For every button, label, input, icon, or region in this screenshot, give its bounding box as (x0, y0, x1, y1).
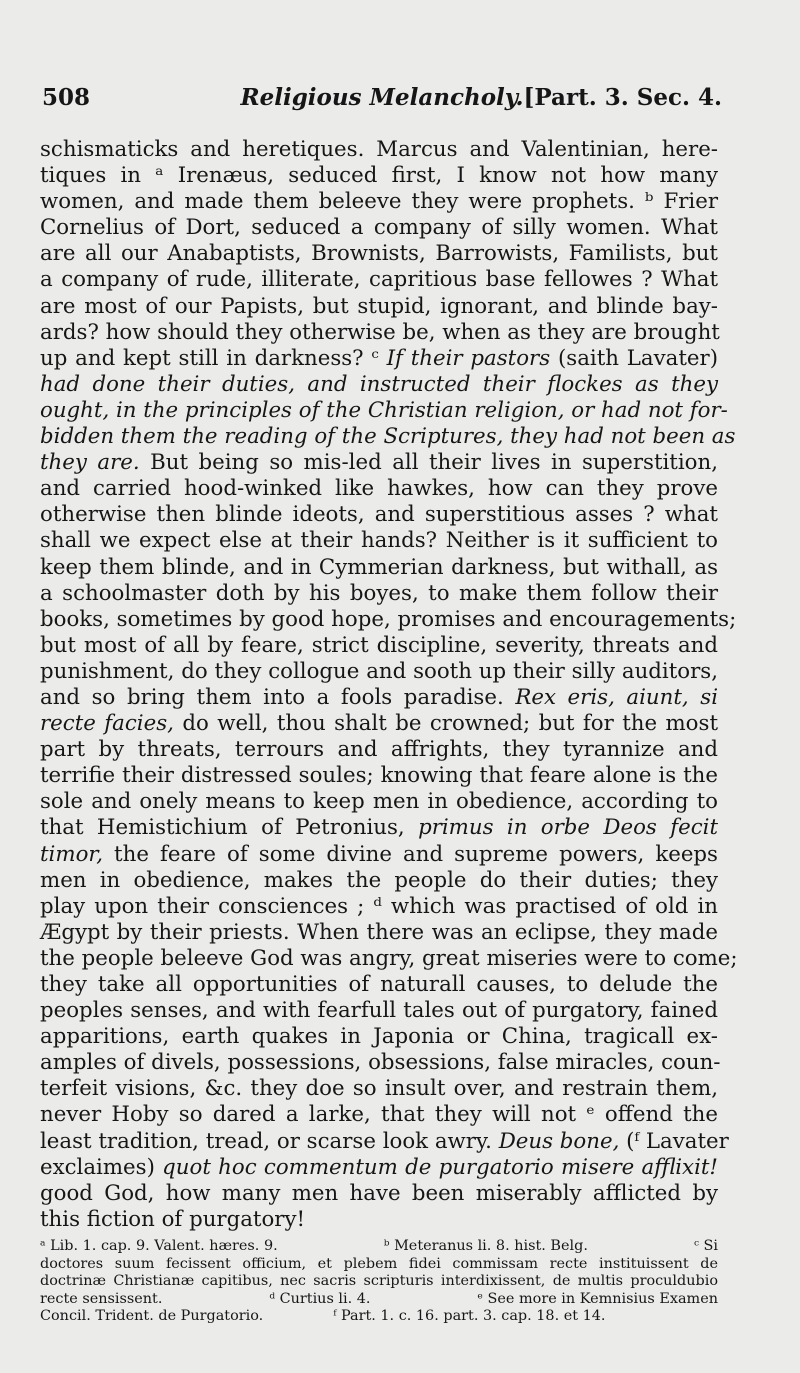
text-line (40, 815, 718, 841)
text-span: never Hoby so dared a larke, that they will not ᵉ offend the (40, 1102, 718, 1128)
text-line (40, 1076, 718, 1102)
text-span: but most of all by feare, strict discipline, severity, threats and (40, 632, 718, 658)
page-header (42, 84, 722, 124)
text-span: Cornelius of Dort, seduced a company of silly women. What (40, 215, 718, 241)
text-span: part by threats, terrours and affrights, they tyrannize and (40, 737, 718, 763)
text-line (40, 372, 718, 398)
footnote-line: doctores suum fecissent officium, et plebem fidei commissam recte instituissent de (40, 1255, 718, 1272)
text-span: books, sometimes by good hope, promises and encouragements; (40, 606, 737, 632)
italic-span: Rex eris, aiunt, si (515, 684, 719, 710)
text-line (40, 137, 718, 163)
italic-span: primus in orbe Deos fecit (418, 815, 718, 841)
text-line (40, 476, 718, 502)
text-line (40, 502, 718, 528)
text-line (40, 972, 718, 998)
text-line (40, 450, 718, 476)
footnotes (40, 1238, 718, 1326)
text-span: least tradition, tread, or scarse look awry. (40, 1128, 499, 1154)
text-span: punishment, do they collogue and sooth up their silly auditors, (40, 658, 718, 684)
text-span: good God, how many men have been miserably afflicted by (40, 1180, 718, 1206)
text-line (40, 397, 728, 424)
text-line (40, 267, 718, 293)
italic-span: Deus bone, (498, 1128, 620, 1154)
footnote-line (40, 1238, 718, 1256)
text-line (40, 346, 718, 372)
footnote-f: ᶠ Part. 1. c. 16. part. 3. cap. 18. et 14. (333, 1308, 606, 1325)
footnote-d: ᵈ Curtius li. 4. (269, 1290, 371, 1307)
text-line (40, 606, 737, 633)
footnote-b: ᵇ Meteranus li. 8. hist. Belg. (383, 1238, 588, 1254)
text-line (40, 215, 718, 241)
text-span: the feare of some divine and supreme powers, keeps (103, 841, 718, 867)
text-span: and so bring them into a fools paradise. (40, 684, 516, 710)
text-line (40, 945, 738, 972)
footnote-e-end: Concil. Trident. de Purgatorio. (40, 1308, 264, 1325)
text-line (40, 685, 718, 711)
text-line (40, 763, 718, 789)
text-line (40, 1181, 718, 1207)
text-line (40, 1128, 729, 1155)
footnote-line (40, 1291, 718, 1309)
text-span: peoples senses, and with fearfull tales out of purgatory, fained (40, 998, 718, 1024)
italic-span: had done their duties, and instructed their flockes as they (40, 371, 718, 397)
text-line (40, 789, 718, 815)
text-span: play upon their consciences ; ᵈ which was practised of old in (40, 893, 718, 919)
text-line (40, 294, 718, 320)
text-span: terfeit visions, &c. they doe so insult over, and restrain them, (40, 1076, 718, 1102)
text-span: they take all opportunities of naturall causes, to delude the (40, 972, 718, 997)
running-title: Religious Melancholy. (240, 84, 524, 111)
text-line (40, 1155, 718, 1181)
text-line (40, 555, 718, 581)
text-span: and carried hood-winked like hawkes, how can they prove (40, 476, 718, 502)
text-span: keep them blinde, and in Cymmerian darkness, but withall, as (40, 554, 718, 580)
text-span: this fiction of purgatory! (40, 1206, 306, 1232)
text-span: (ᶠ Lavater (619, 1128, 729, 1154)
text-span: are most of our Papists, but stupid, ignorant, and blinde bay- (40, 293, 718, 319)
text-span: men in obedience, makes the people do their duties; they (40, 867, 718, 893)
footnote-line (40, 1308, 718, 1326)
text-line (40, 320, 718, 346)
text-line (40, 894, 718, 920)
text-span: amples of divels, possessions, obsessions, false miracles, coun- (40, 1050, 721, 1076)
text-span: (saith Lavater) (550, 345, 718, 371)
text-span: a company of rude, illiterate, capritious base fellowes ? What (40, 267, 718, 293)
text-span: do well, thou shalt be crowned; but for the most (173, 711, 718, 737)
text-span: exclaimes) (40, 1154, 163, 1180)
text-line (40, 1050, 721, 1076)
text-line (40, 633, 718, 659)
text-span: are all our Anabaptists, Brownists, Barrowists, Familists, but (40, 241, 718, 267)
italic-span: bidden them the reading of the Scriptures, they had not been as (40, 424, 736, 450)
italic-span: ought, in the principles of the Christian religion, or had not for- (40, 397, 728, 423)
italic-span: timor, (40, 841, 103, 867)
body-text (40, 137, 738, 1233)
text-line (40, 424, 736, 450)
text-line (40, 998, 718, 1024)
italic-span: they are. (40, 450, 140, 476)
text-line (40, 528, 718, 554)
page-number: 508 (42, 84, 91, 111)
text-span: shall we expect else at their hands? Neither is it sufficient to (40, 528, 718, 554)
footnote-c-start: ᶜ Si (693, 1238, 718, 1254)
text-span: sole and onely means to keep men in obedience, according to (40, 789, 718, 815)
footnote-a: ᵃ Lib. 1. cap. 9. Valent. hæres. 9. (40, 1238, 278, 1254)
text-span: up and kept still in darkness? ᶜ (40, 345, 387, 371)
text-line (40, 1102, 718, 1128)
text-line (40, 581, 718, 607)
text-span: tiques in ᵃ Irenæus, seduced first, I know not how many (40, 163, 718, 189)
text-span: that Hemistichium of Petronius, (40, 815, 419, 841)
text-line (40, 163, 718, 189)
italic-span: recte facies, (40, 711, 174, 737)
text-line (40, 842, 718, 868)
text-line (40, 920, 718, 946)
text-line (40, 1207, 718, 1233)
text-span: ards? how should they otherwise be, when as they are brought (40, 319, 720, 345)
text-span: a schoolmaster doth by his boyes, to make them follow their (40, 580, 718, 606)
footnote-line: doctrinæ Christianæ capitibus, nec sacris scripturis interdixissent, de multis proculdubio (40, 1273, 718, 1290)
text-line (40, 189, 718, 215)
text-line (40, 711, 718, 737)
section-reference: [Part. 3. Sec. 4. (523, 84, 722, 111)
text-line (40, 737, 718, 763)
text-span: schismaticks and heretiques. Marcus and Valentinian, here- (40, 137, 718, 162)
text-span: terrifie their distressed soules; knowing that feare alone is the (40, 763, 718, 789)
text-span: women, and made them beleeve they were prophets. ᵇ Frier (40, 189, 718, 215)
text-line (40, 868, 718, 894)
text-line (40, 1024, 718, 1050)
italic-span: quot hoc commentum de purgatorio misere afflixit! (162, 1154, 718, 1180)
text-span: But being so mis-led all their lives in superstition, (139, 450, 718, 476)
text-span: apparitions, earth quakes in Japonia or China, tragicall ex- (40, 1024, 718, 1050)
text-line (40, 659, 718, 685)
footnote-c-end: recte sensissent. (40, 1290, 163, 1307)
italic-span: If their pastors (386, 345, 551, 371)
text-line (40, 241, 718, 267)
text-span: otherwise then blinde ideots, and superstitious asses ? what (40, 502, 718, 528)
text-span: Ægypt by their priests. When there was an eclipse, they made (40, 919, 718, 945)
footnote-e-start: ᵉ See more in Kemnisius Examen (477, 1290, 718, 1307)
text-span: the people beleeve God was angry, great miseries were to come; (40, 945, 738, 971)
